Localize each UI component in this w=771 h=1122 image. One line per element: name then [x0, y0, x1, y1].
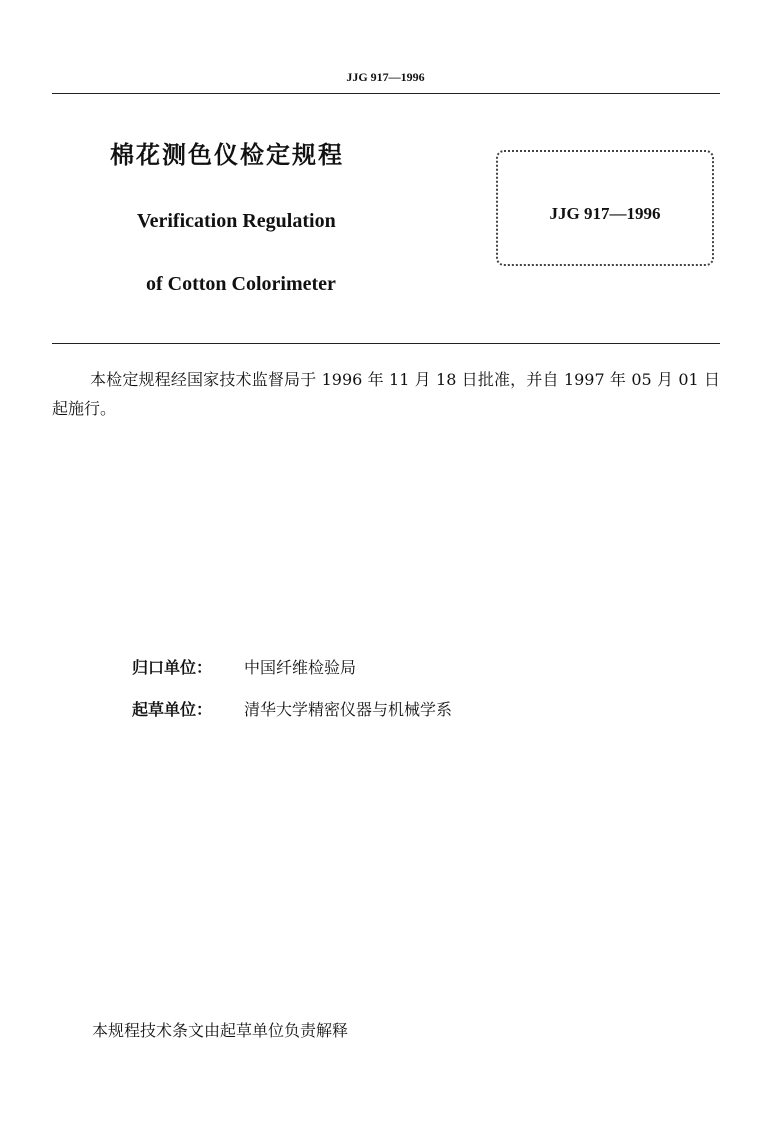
- drafting-unit-row: [132, 697, 452, 720]
- title-english-line2: of Cotton Colorimeter: [146, 273, 336, 295]
- header-rule: [52, 93, 720, 94]
- drafting-unit-value: 清华大学精密仪器与机械学系: [244, 700, 453, 719]
- standard-code-text: JJG 917—1996: [549, 204, 661, 223]
- responsible-unit-row: [132, 655, 356, 678]
- drafting-unit-label: 起草单位：: [132, 700, 213, 719]
- title-english-line1: Verification Regulation: [137, 210, 336, 232]
- responsible-unit-value: 中国纤维检验局: [244, 658, 357, 677]
- title-bottom-rule: [52, 343, 720, 344]
- approval-statement: 本检定规程经国家技术监督局于 1996 年 11 月 18 日批准，并自 1997 年 05 月 01 日起施行。: [52, 370, 720, 418]
- title-chinese: 棉花测色仪检定规程: [110, 141, 344, 169]
- responsible-unit-label: 归口单位：: [132, 658, 213, 677]
- running-header-code: JJG 917—1996: [346, 70, 425, 84]
- standard-code-box: [496, 150, 714, 266]
- interpretation-note: 本规程技术条文由起草单位负责解释: [92, 1021, 349, 1040]
